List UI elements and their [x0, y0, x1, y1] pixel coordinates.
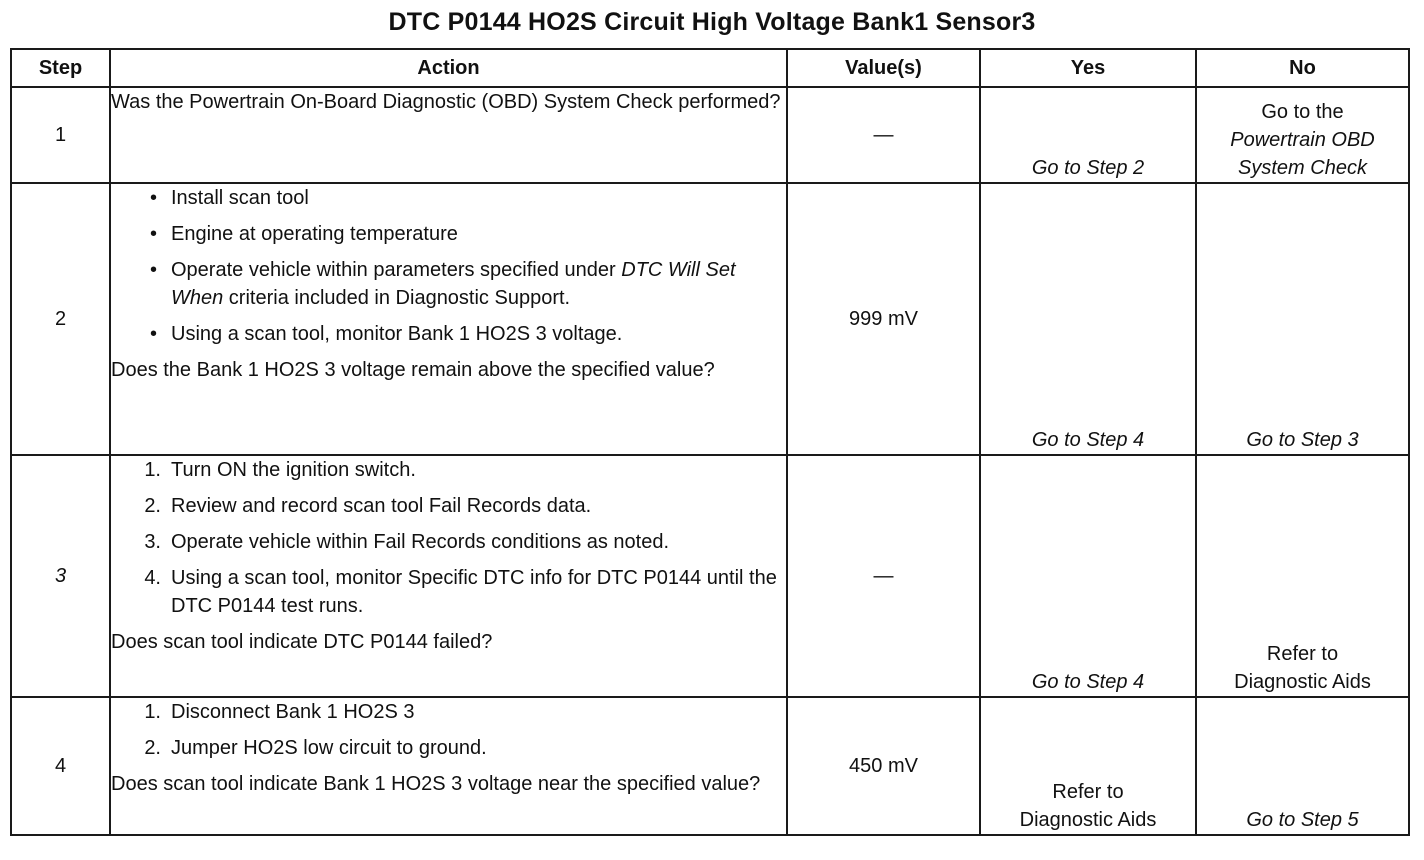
table-row-step-2	[11, 183, 1409, 455]
bullet-mark: •	[149, 259, 157, 281]
action-question: Does scan tool indicate DTC P0144 failed?	[111, 631, 493, 653]
item-text: Jumper HO2S low circuit to ground.	[171, 737, 487, 759]
bullet-text	[171, 256, 786, 312]
bullet-mark: •	[149, 223, 157, 245]
step-number: 1	[11, 87, 110, 183]
numbered-item	[111, 698, 786, 726]
yes-text-line: Refer to	[1052, 781, 1124, 803]
action-cell	[110, 183, 787, 455]
dtc-diagnostic-table	[10, 48, 1410, 836]
bullet-text: Install scan tool	[171, 187, 309, 209]
bullet-text-part: Operate vehicle within parameters specified under	[171, 259, 616, 281]
item-number: 1.	[144, 701, 161, 723]
action-cell	[110, 455, 787, 697]
bullet-text-part: criteria included in Diagnostic Support.	[223, 287, 571, 309]
value-cell: —	[787, 87, 980, 183]
page-title: DTC P0144 HO2S Circuit High Voltage Bank1 Sensor3	[388, 8, 1036, 36]
no-cell	[1196, 455, 1409, 697]
item-number: 2.	[144, 495, 161, 517]
yes-cell: Go to Step 2	[980, 87, 1196, 183]
bullet-text: Using a scan tool, monitor Bank 1 HO2S 3 voltage.	[171, 323, 623, 345]
column-header-step: Step	[11, 49, 110, 87]
item-number: 3.	[144, 531, 161, 553]
value-cell: —	[787, 455, 980, 697]
item-number: 4.	[144, 567, 161, 589]
no-link-line: System Check	[1238, 157, 1367, 179]
table-row-step-4	[11, 697, 1409, 835]
numbered-item	[111, 456, 786, 484]
column-header-no: No	[1196, 49, 1409, 87]
column-header-yes: Yes	[980, 49, 1196, 87]
step-number: 4	[11, 697, 110, 835]
no-cell: Go to Step 5	[1196, 697, 1409, 835]
bullet-mark: •	[149, 187, 157, 209]
item-text: Turn ON the ignition switch.	[171, 459, 416, 481]
action-cell	[110, 697, 787, 835]
numbered-item	[111, 734, 786, 762]
no-cell	[1196, 87, 1409, 183]
yes-cell	[980, 697, 1196, 835]
no-text-line: Diagnostic Aids	[1234, 671, 1371, 693]
bullet-text-italic: DTC Will Set When	[171, 259, 736, 309]
bullet-mark: •	[149, 323, 157, 345]
item-text: Operate vehicle within Fail Records conditions as noted.	[171, 531, 670, 553]
bullet-item	[111, 320, 786, 348]
item-text: Review and record scan tool Fail Records data.	[171, 495, 592, 517]
step-number: 3	[11, 455, 110, 697]
no-text-line: Go to the	[1261, 101, 1344, 123]
item-text: Using a scan tool, monitor Specific DTC info for DTC P0144 until the DTC P0144 test runs.	[171, 567, 777, 617]
step-number: 2	[11, 183, 110, 455]
action-question: Does the Bank 1 HO2S 3 voltage remain above the specified value?	[111, 359, 715, 381]
item-number: 1.	[144, 459, 161, 481]
table-row-step-1	[11, 87, 1409, 183]
item-number: 2.	[144, 737, 161, 759]
table-header-row	[11, 49, 1409, 87]
bullet-item	[111, 220, 786, 248]
item-text: Disconnect Bank 1 HO2S 3	[171, 701, 415, 723]
bullet-text: Engine at operating temperature	[171, 223, 458, 245]
action-cell	[110, 87, 787, 183]
no-cell: Go to Step 3	[1196, 183, 1409, 455]
action-question: Was the Powertrain On-Board Diagnostic (OBD) System Check performed?	[111, 91, 781, 113]
value-cell: 999 mV	[787, 183, 980, 455]
column-header-action: Action	[110, 49, 787, 87]
numbered-item	[111, 528, 786, 556]
numbered-item	[111, 564, 786, 620]
bullet-item	[111, 184, 786, 212]
column-header-values: Value(s)	[787, 49, 980, 87]
yes-cell: Go to Step 4	[980, 183, 1196, 455]
yes-text-line: Diagnostic Aids	[1019, 809, 1157, 831]
bullet-item	[111, 256, 786, 312]
action-question: Does scan tool indicate Bank 1 HO2S 3 voltage near the specified value?	[111, 773, 761, 795]
no-text-line: Refer to	[1266, 643, 1339, 665]
no-link-line: Powertrain OBD	[1230, 129, 1375, 151]
numbered-item	[111, 492, 786, 520]
table-row-step-3	[11, 455, 1409, 697]
value-cell: 450 mV	[787, 697, 980, 835]
yes-cell: Go to Step 4	[980, 455, 1196, 697]
